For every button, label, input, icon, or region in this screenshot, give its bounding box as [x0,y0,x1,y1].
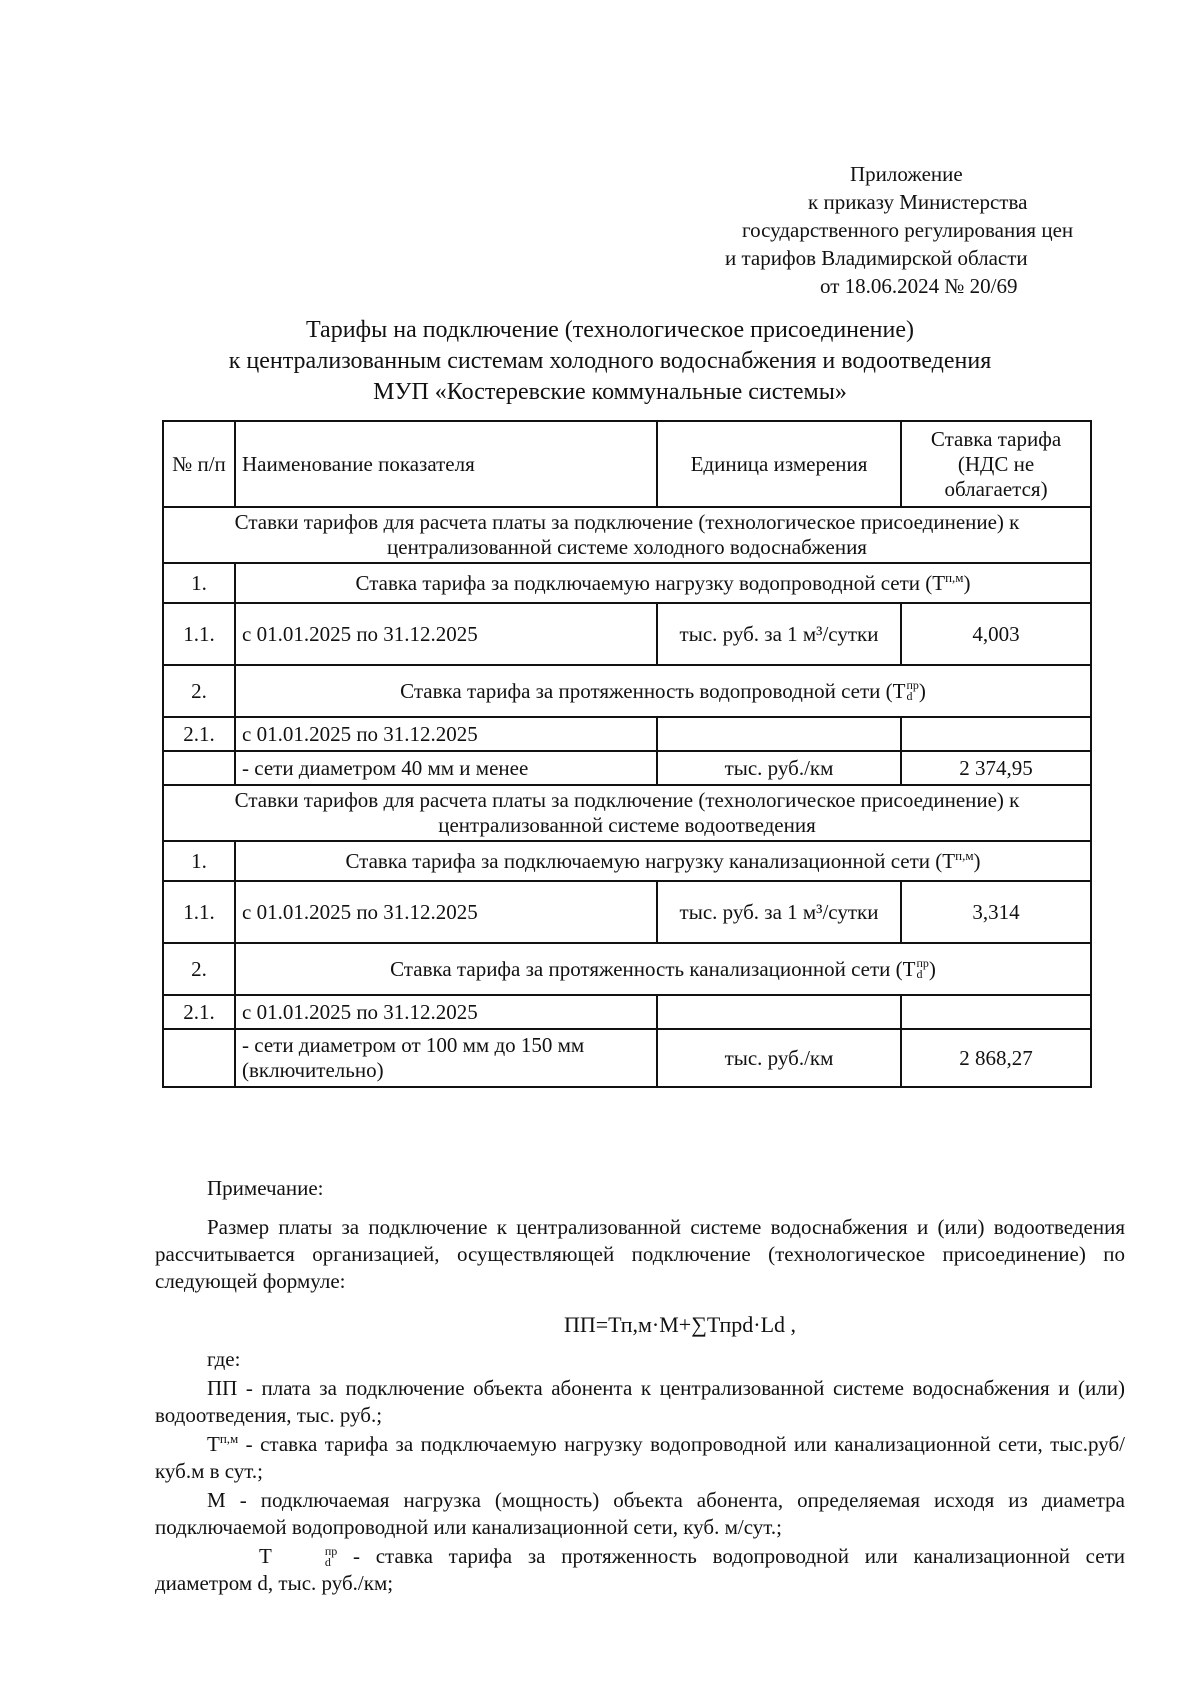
item-label: Ставка тарифа за протяженность канализационной сети ( Т пр d ) [235,943,1091,995]
header-num: № п/п [163,421,235,507]
section-row-water [163,507,1091,563]
row-name: - сети диаметром от 100 мм до 150 мм (включительно) [235,1029,657,1087]
payment-formula: ПП=Тп,м·М+∑Тпрd·Ld , [563,1312,797,1337]
table-row [163,995,1091,1029]
row-period: с 01.01.2025 по 31.12.2025 [235,881,657,943]
appendix-line: государственного регулирования цен [742,218,1074,242]
notes-intro: Размер платы за подключение к централизованной системе водоснабжения и (или) водоотведения рассчитывается организацией, осуществляющей подключение (технологическое присоединение) по следующей формуле: [155,1215,1125,1293]
header-rate: Ставка тарифа (НДС не облагается) [901,421,1091,507]
appendix-line: и тарифов Владимирской области [725,246,1028,270]
table-row [163,665,1091,717]
item-label: Ставка тарифа за подключаемую нагрузку водопроводной сети $(Т^{п,м})$ [235,563,1091,603]
row-unit: тыс. руб. за 1 м³/сутки [657,603,901,665]
section-title-sewer: Ставки тарифов для расчета платы за подключение (технологическое присоединение) к централизованной системе водоотведения [163,785,1091,841]
notes-where: где: [207,1347,241,1371]
row-unit: тыс. руб. за 1 м³/сутки [657,881,901,943]
table-row [163,563,1091,603]
item-label: Ставка тарифа за подключаемую нагрузку канализационной сети $(Т^{п,м})$ [235,841,1091,881]
row-unit: тыс. руб./км [657,751,901,785]
row-name: - сети диаметром 40 мм и менее [235,751,657,785]
definition-tpm: $Т^{п,м}$ - ставка тарифа за подключаемую нагрузку водопроводной или канализационной сети, тыс.руб/куб.м в сут.; [155,1431,1125,1483]
notes-heading: Примечание: [207,1176,324,1200]
row-period: с 01.01.2025 по 31.12.2025 [235,603,657,665]
row-num: 2. [163,665,235,717]
table-row [163,841,1091,881]
title-line: к централизованным системам холодного водоснабжения и водоотведения [228,348,992,374]
row-num: 2.1. [163,717,235,751]
notes-block [155,1175,1125,1597]
table-row [163,943,1091,995]
table-row [163,603,1091,665]
row-num: 2.1. [163,995,235,1029]
row-period: с 01.01.2025 по 31.12.2025 [235,995,657,1029]
row-num: 1. [163,563,235,603]
row-num: 2. [163,943,235,995]
section-title-water: Ставки тарифов для расчета платы за подключение (технологическое присоединение) к централизованной системе холодного водоснабжения [163,507,1091,563]
table-row [163,881,1091,943]
section-row-sewer [163,785,1091,841]
appendix-line: к приказу Министерства [808,190,1028,214]
item-label: Ставка тарифа за протяженность водопроводной сети ( Т пр d ) [235,665,1091,717]
row-num: 1.1. [163,603,235,665]
appendix-line: Приложение [850,162,963,186]
definition-m: М - подключаемая нагрузка (мощность) объекта абонента, определяемая исходя из диаметра подключаемой водопроводной или канализационной сети, куб. м/сут.; [155,1488,1125,1539]
row-rate: 2 868,27 [901,1029,1091,1087]
document-title [160,315,1060,408]
row-rate [901,717,1091,751]
appendix-line: от 18.06.2024 № 20/69 [820,274,1018,298]
row-unit [657,995,901,1029]
row-num [163,1029,235,1087]
row-rate [901,995,1091,1029]
header-name: Наименование показателя [235,421,657,507]
table-row [163,717,1091,751]
title-line: МУП «Костеревские коммунальные системы» [373,379,847,405]
row-unit: тыс. руб./км [657,1029,901,1087]
table-row [163,1029,1091,1087]
row-num: 1. [163,841,235,881]
appendix-header [700,160,1140,300]
row-period: с 01.01.2025 по 31.12.2025 [235,717,657,751]
header-unit: Единица измерения [657,421,901,507]
definition-pp: ПП - плата за подключение объекта абонента к централизованной системе водоснабжения и (или) водоотведения, тыс. руб.; [155,1376,1125,1427]
row-num: 1.1. [163,881,235,943]
title-line: Тарифы на подключение (технологическое присоединение) [305,317,915,343]
row-rate: 2 374,95 [901,751,1091,785]
table-header-row [163,421,1091,507]
row-num [163,751,235,785]
row-rate: 3,314 [901,881,1091,943]
row-rate: 4,003 [901,603,1091,665]
tariff-table [162,420,1092,1088]
definition-td: Т пр d - ставка тарифа за протяженность водопроводной или канализационной сети диаметром d, тыс. руб./км; [155,1543,1125,1595]
table-row [163,751,1091,785]
row-unit [657,717,901,751]
